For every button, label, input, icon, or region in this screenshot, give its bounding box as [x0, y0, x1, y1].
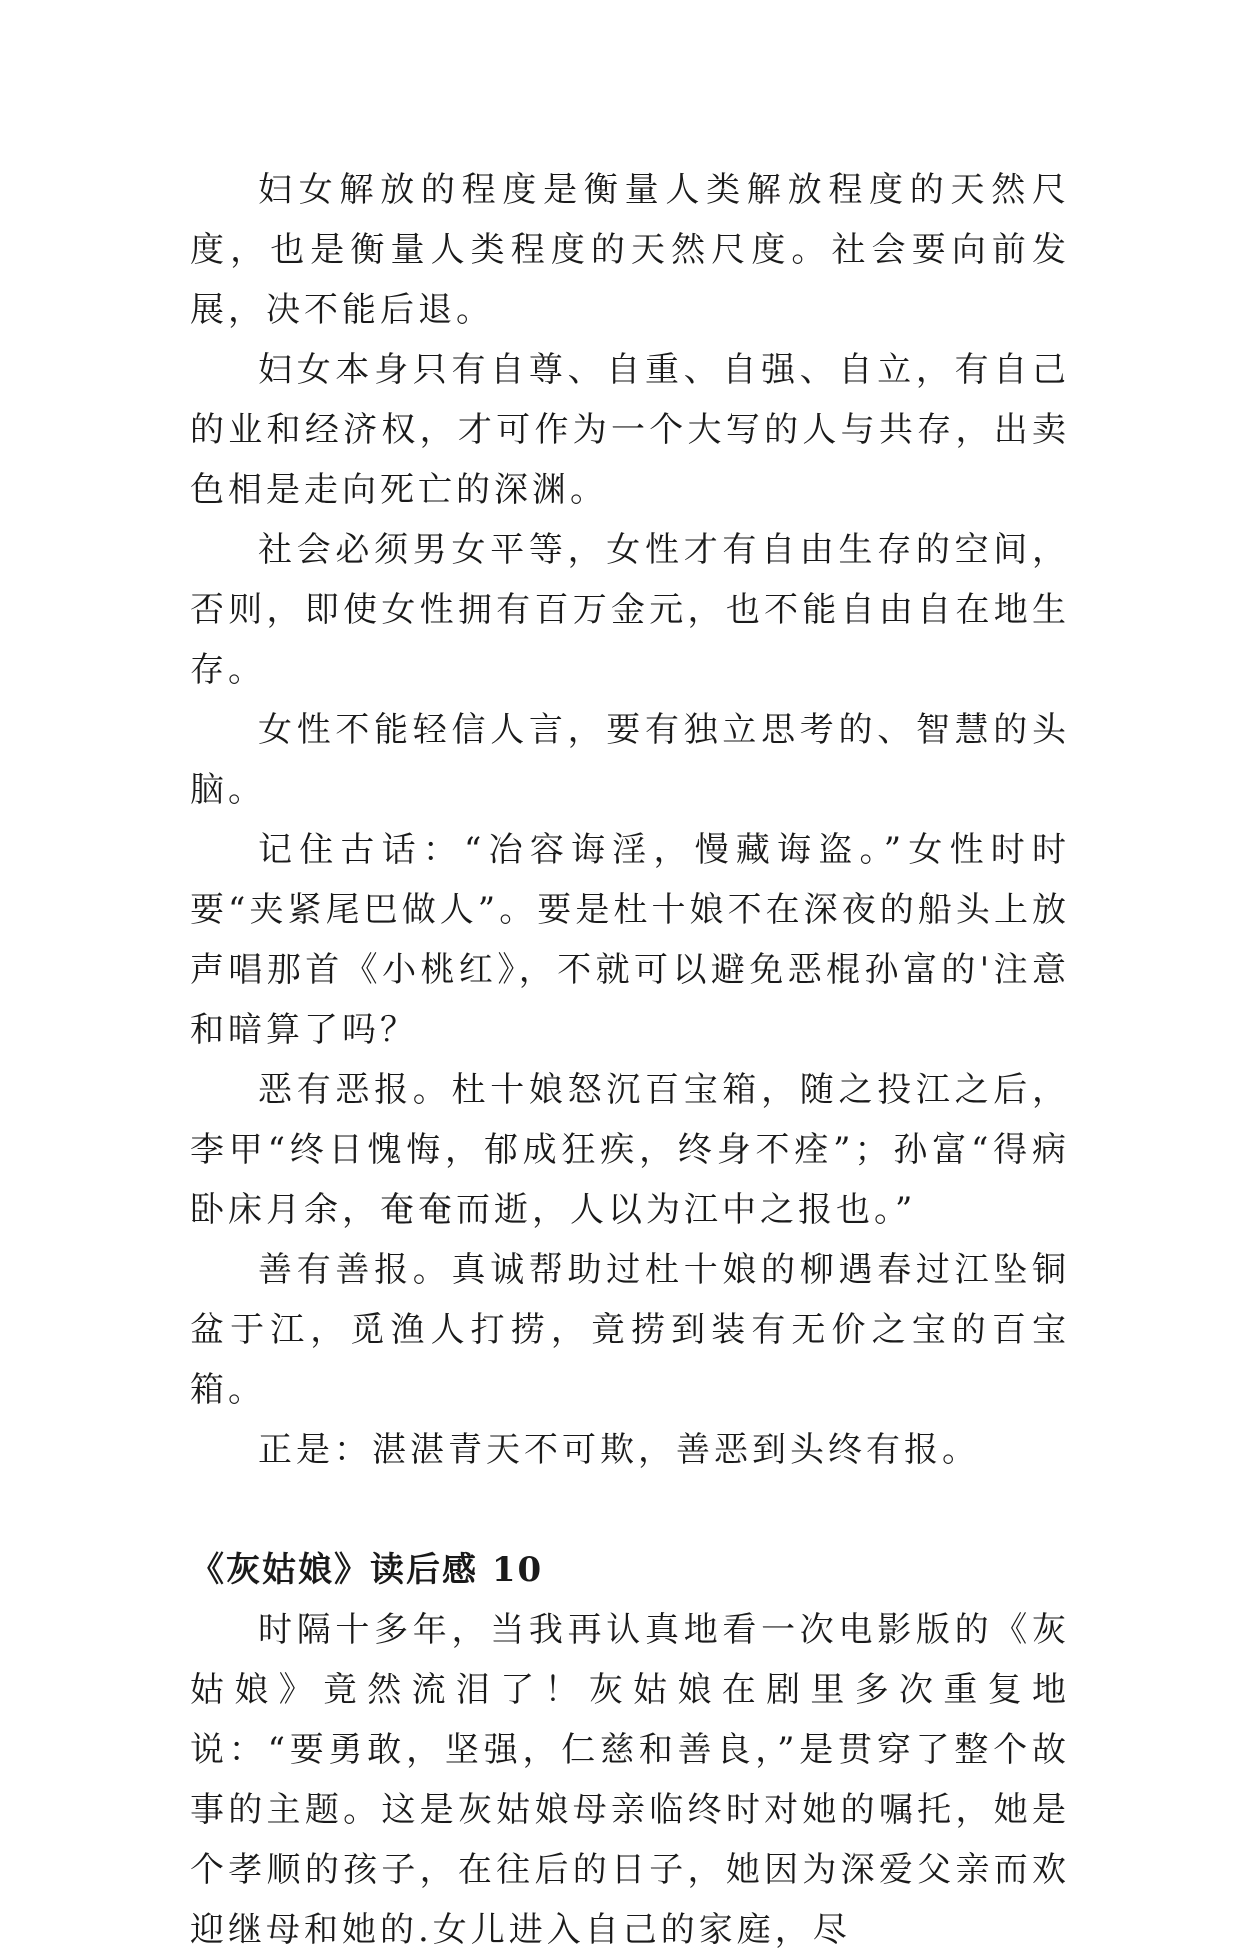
- section-gap: [190, 1480, 1070, 1540]
- paragraph: 时隔十多年，当我再认真地看一次电影版的《灰姑娘》竟然流泪了！灰姑娘在剧里多次重复地说：“要勇敢，坚强，仁慈和善良，”是贯穿了整个故事的主题。这是灰姑娘母亲临终时对她的嘱托，她是个孝顺的孩子，在往后的日子，她因为深爱父亲而欢迎继母和她的.女儿进入自己的家庭，尽: [190, 1610, 1070, 1950]
- paragraph: 妇女本身只有自尊、自重、自强、自立，有自己的业和经济权，才可作为一个大写的人与共存，出卖色相是走向死亡的深渊。: [190, 350, 1070, 510]
- paragraph: 女性不能轻信人言，要有独立思考的、智慧的头脑。: [190, 710, 1070, 810]
- paragraph: 善有善报。真诚帮助过杜十娘的柳遇春过江坠铜盆于江，觅渔人打捞，竟捞到装有无价之宝的百宝箱。: [190, 1250, 1070, 1410]
- paragraph: 社会必须男女平等，女性才有自由生存的空间，否则，即使女性拥有百万金元，也不能自由自在地生存。: [190, 530, 1070, 690]
- paragraph: 正是：湛湛青天不可欺，善恶到头终有报。: [258, 1430, 980, 1470]
- paragraph: 恶有恶报。杜十娘怒沉百宝箱，随之投江之后，李甲“终日愧悔，郁成狂疾，终身不痊”；孙富“得病卧床月余，奄奄而逝，人以为江中之报也。”: [190, 1070, 1070, 1230]
- document-page: [190, 160, 1070, 1960]
- section-title: 《灰姑娘》读后感 10: [190, 1550, 544, 1590]
- paragraph: 妇女解放的程度是衡量人类解放程度的天然尺度，也是衡量人类程度的天然尺度。社会要向前发展，决不能后退。: [190, 170, 1070, 330]
- paragraph: 记住古话：“冶容诲淫，慢藏诲盗。”女性时时要“夹紧尾巴做人”。要是杜十娘不在深夜的船头上放声唱那首《小桃红》，不就可以避免恶棍孙富的'注意和暗算了吗？: [190, 830, 1070, 1050]
